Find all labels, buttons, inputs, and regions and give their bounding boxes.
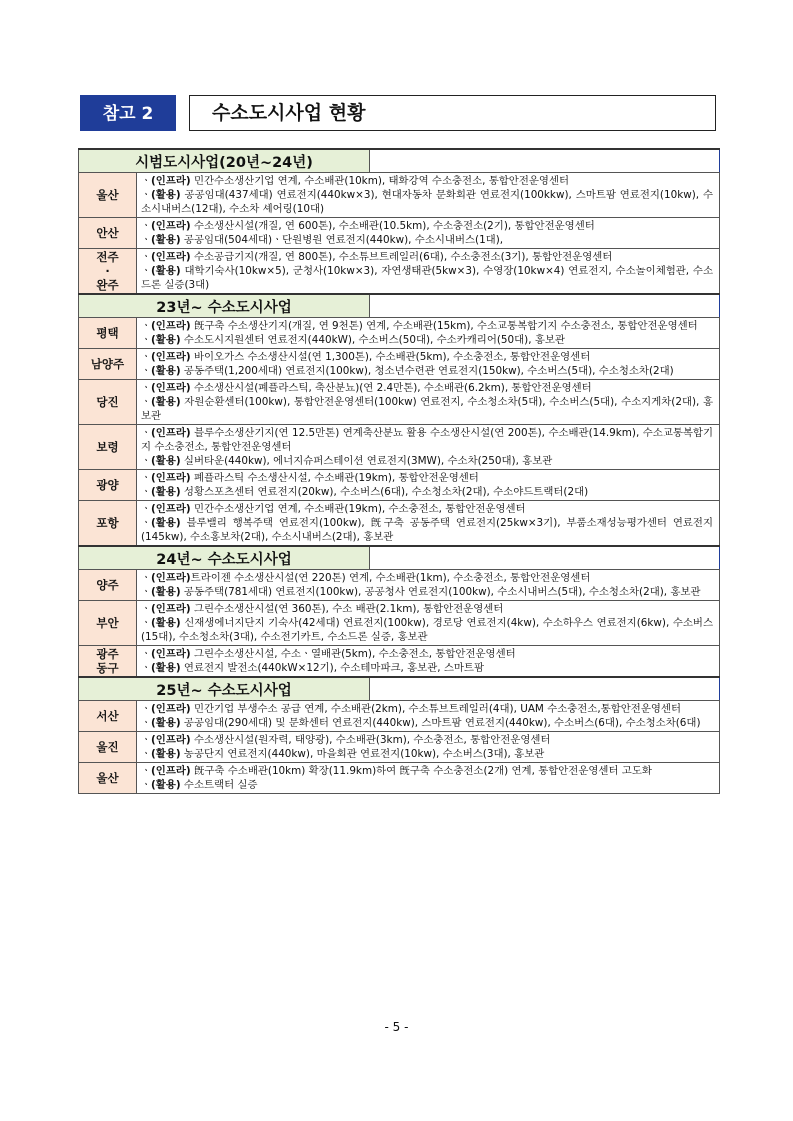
detail-text: 트라이젠 수소생산시설(연 220톤) 연계, 수소배관(1km), 수소충전소, 통합안전운영센터 bbox=[190, 572, 591, 584]
region-details bbox=[137, 570, 720, 601]
detail-category: (인프라) bbox=[151, 251, 191, 263]
detail-category: (활용) bbox=[151, 486, 181, 498]
region-name: 포항 bbox=[79, 501, 137, 547]
region-name: 울진 bbox=[79, 732, 137, 763]
detail-category: (인프라) bbox=[151, 603, 191, 615]
region-details bbox=[137, 218, 720, 249]
detail-text: 그린수소생산시설(연 360톤), 수소 배관(2.1km), 통합안전운영센터 bbox=[190, 603, 504, 615]
detail-category: (인프라) bbox=[151, 572, 191, 584]
region-details bbox=[137, 701, 720, 732]
region-name: 서산 bbox=[79, 701, 137, 732]
region-details bbox=[137, 380, 720, 425]
region-name: 광양 bbox=[79, 470, 137, 501]
detail-text: 블루밸리 행복주택 연료전지(100kw), 旣구축 공동주택 연료전지(25kw×3기), 부품소재성능평가센터 연료전지(145kw), 수소홍보차(2대), 수소시내버스(2대), 홍보관 bbox=[141, 517, 714, 543]
detail-line: ㆍ(활용) 실버타운(440kw), 에너지슈퍼스테이션 연료전지(3MW), 수소차(250대), 홍보관 bbox=[141, 455, 553, 467]
detail-category: (활용) bbox=[151, 265, 181, 277]
section-title-blank bbox=[370, 677, 720, 701]
detail-line: ㆍ(인프라) 旣구축 수소생산기지(개질, 연 9천톤) 연계, 수소배관(15km), 수소교통복합기지 수소충전소, 통합안전운영센터 bbox=[141, 320, 698, 332]
detail-category: (인프라) bbox=[151, 382, 191, 394]
region-name: 전주 · 완주 bbox=[79, 249, 137, 295]
region-row bbox=[79, 732, 720, 763]
region-details bbox=[137, 732, 720, 763]
region-details bbox=[137, 425, 720, 470]
detail-line: ㆍ(인프라) 민간수소생산기업 연계, 수소배관(19km), 수소충전소, 통합안전운영센터 bbox=[141, 503, 526, 515]
detail-category: (인프라) bbox=[151, 503, 191, 515]
reference-header bbox=[80, 95, 176, 131]
detail-line: ㆍ(인프라) 旣구축 수소배관(10km) 확장(11.9km)하여 旣구축 수소충전소(2개) 연계, 통합안전운영센터 고도화 bbox=[141, 765, 652, 777]
detail-line: ㆍ(활용) 대학기숙사(10kw×5), 군청사(10kw×3), 자연생태관(5kw×3), 수영장(10kw×4) 연료전지, 수소놀이체험관, 수소드론 실증(3대) bbox=[141, 265, 714, 291]
region-name: 부안 bbox=[79, 601, 137, 646]
detail-category: (활용) bbox=[151, 517, 181, 529]
detail-text: 민간기업 부생수소 공급 연계, 수소배관(2km), 수소튜브트레일러(4대), UAM 수소충전소,통합안전운영센터 bbox=[190, 703, 681, 715]
region-details bbox=[137, 349, 720, 380]
detail-category: (활용) bbox=[151, 662, 181, 674]
detail-text: 수소생산시설(원자력, 태양광), 수소배관(3km), 수소충전소, 통합안전운영센터 bbox=[190, 734, 551, 746]
detail-category: (활용) bbox=[151, 617, 181, 629]
detail-text: 바이오가스 수소생산시설(연 1,300톤), 수소배관(5km), 수소충전소, 통합안전운영센터 bbox=[190, 351, 591, 363]
detail-line: ㆍ(활용) 자원순환센터(100kw), 통합안전운영센터(100kw) 연료전지, 수소청소차(5대), 수소버스(5대), 수소지게차(2대), 홍보관 bbox=[141, 396, 714, 422]
region-row bbox=[79, 601, 720, 646]
region-row bbox=[79, 318, 720, 349]
page-number: - 5 - bbox=[384, 1020, 409, 1034]
detail-line: ㆍ(활용) 공공임대(437세대) 연료전지(440kw×3), 현대자동차 문화회관 연료전지(100kkw), 스마트팜 연료전지(10kw), 수소시내버스(12대), 수소차 셰어링(10대) bbox=[141, 189, 714, 215]
section-title: 23년~ 수소도시사업 bbox=[79, 294, 370, 318]
detail-text: 旣구축 수소생산기지(개질, 연 9천톤) 연계, 수소배관(15km), 수소교통복합기지 수소충전소, 통합안전운영센터 bbox=[190, 320, 698, 332]
detail-line: ㆍ(활용) 공동주택(781세대) 연료전지(100kw), 공공청사 연료전지(100kw), 수소시내버스(5대), 수소청소차(2대), 홍보관 bbox=[141, 586, 701, 598]
detail-text: 수소생산시설(개질, 연 600톤), 수소배관(10.5km), 수소충전소(2기), 통합안전운영센터 bbox=[190, 220, 595, 232]
region-row bbox=[79, 349, 720, 380]
detail-category: (활용) bbox=[151, 396, 181, 408]
region-name: 양주 bbox=[79, 570, 137, 601]
region-row bbox=[79, 249, 720, 295]
detail-text: 공공임대(504세대)ㆍ단원병원 연료전지(440kw), 수소시내버스(1대), bbox=[180, 234, 504, 246]
reference-badge: 참고 2 bbox=[80, 95, 176, 131]
section-header-row bbox=[79, 677, 720, 701]
detail-line: ㆍ(인프라) 바이오가스 수소생산시설(연 1,300톤), 수소배관(5km), 수소충전소, 통합안전운영센터 bbox=[141, 351, 591, 363]
section-header-row bbox=[79, 149, 720, 173]
region-row bbox=[79, 470, 720, 501]
detail-category: (인프라) bbox=[151, 734, 191, 746]
section-title: 24년~ 수소도시사업 bbox=[79, 546, 370, 570]
detail-text: 성황스포츠센터 연료전지(20kw), 수소버스(6대), 수소청소차(2대), 수소야드트랙터(2대) bbox=[180, 486, 589, 498]
region-name: 당진 bbox=[79, 380, 137, 425]
detail-line: ㆍ(인프라) 수소공급기지(개질, 연 800톤), 수소튜브트레일러(6대), 수소충전소(3기), 통합안전운영센터 bbox=[141, 251, 613, 263]
region-details bbox=[137, 646, 720, 678]
region-details bbox=[137, 249, 720, 295]
detail-category: (활용) bbox=[151, 748, 181, 760]
section-header-row bbox=[79, 294, 720, 318]
detail-text: 신재생에너지단지 기숙사(42세대) 연료전지(100kw), 경로당 연료전지(4kw), 수소하우스 연료전지(6kw), 수소버스(15대), 수소청소차(3대), 수소전기카트, 수소드론 실증, 홍보관 bbox=[141, 617, 714, 643]
region-row bbox=[79, 501, 720, 547]
hydrogen-city-table bbox=[78, 148, 720, 794]
detail-category: (인프라) bbox=[151, 351, 191, 363]
detail-line: ㆍ(인프라) 수소생산시설(개질, 연 600톤), 수소배관(10.5km), 수소충전소(2기), 통합안전운영센터 bbox=[141, 220, 595, 232]
detail-line: ㆍ(인프라) 민간기업 부생수소 공급 연계, 수소배관(2km), 수소튜브트레일러(4대), UAM 수소충전소,통합안전운영센터 bbox=[141, 703, 681, 715]
detail-text: 대학기숙사(10kw×5), 군청사(10kw×3), 자연생태관(5kw×3), 수영장(10kw×4) 연료전지, 수소놀이체험관, 수소드론 실증(3대) bbox=[141, 265, 714, 291]
detail-line: ㆍ(인프라) 수소생산시설(원자력, 태양광), 수소배관(3km), 수소충전소, 통합안전운영센터 bbox=[141, 734, 551, 746]
region-details bbox=[137, 763, 720, 794]
detail-line: ㆍ(활용) 농공단지 연료전지(440kw), 마을회관 연료전지(10kw), 수소버스(3대), 홍보관 bbox=[141, 748, 545, 760]
section-title-blank bbox=[370, 294, 720, 318]
section-title: 시범도시사업(20년~24년) bbox=[79, 149, 370, 173]
region-details bbox=[137, 318, 720, 349]
detail-category: (인프라) bbox=[151, 220, 191, 232]
detail-text: 블루수소생산기지(연 12.5만톤) 연계축산분뇨 활용 수소생산시설(연 200톤), 수소배관(14.9km), 수소교통복합기지 수소충전소, 통합안전운영센터 bbox=[141, 427, 714, 453]
region-row bbox=[79, 763, 720, 794]
region-name: 울산 bbox=[79, 173, 137, 218]
region-name: 평택 bbox=[79, 318, 137, 349]
detail-line: ㆍ(인프라) 블루수소생산기지(연 12.5만톤) 연계축산분뇨 활용 수소생산시설(연 200톤), 수소배관(14.9km), 수소교통복합기지 수소충전소, 통합안전운영센터 bbox=[141, 427, 714, 453]
detail-text: 실버타운(440kw), 에너지슈퍼스테이션 연료전지(3MW), 수소차(250대), 홍보관 bbox=[180, 455, 553, 467]
detail-category: (활용) bbox=[151, 717, 181, 729]
detail-text: 폐플라스틱 수소생산시설, 수소배관(19km), 통합안전운영센터 bbox=[190, 472, 479, 484]
detail-category: (인프라) bbox=[151, 703, 191, 715]
region-details bbox=[137, 173, 720, 218]
detail-category: (활용) bbox=[151, 455, 181, 467]
detail-text: 공공임대(290세대) 및 문화센터 연료전지(440kw), 스마트팜 연료전지(440kw), 수소버스(6대), 수소청소차(6대) bbox=[180, 717, 701, 729]
detail-text: 공공임대(437세대) 연료전지(440kw×3), 현대자동차 문화회관 연료전지(100kkw), 스마트팜 연료전지(10kw), 수소시내버스(12대), 수소차 셰어링(10대) bbox=[141, 189, 714, 215]
detail-category: (인프라) bbox=[151, 472, 191, 484]
detail-category: (활용) bbox=[151, 334, 181, 346]
detail-text: 자원순환센터(100kw), 통합안전운영센터(100kw) 연료전지, 수소청소차(5대), 수소버스(5대), 수소지게차(2대), 홍보관 bbox=[141, 396, 714, 422]
detail-text: 수소트랙터 실증 bbox=[180, 779, 258, 791]
region-name: 보령 bbox=[79, 425, 137, 470]
region-row bbox=[79, 425, 720, 470]
region-row bbox=[79, 380, 720, 425]
section-title-blank bbox=[370, 546, 720, 570]
detail-text: 수소도시지원센터 연료전지(440kW), 수소버스(50대), 수소카캐리어(50대), 홍보관 bbox=[180, 334, 565, 346]
detail-line: ㆍ(활용) 수소도시지원센터 연료전지(440kW), 수소버스(50대), 수소카캐리어(50대), 홍보관 bbox=[141, 334, 565, 346]
section-title: 25년~ 수소도시사업 bbox=[79, 677, 370, 701]
detail-category: (활용) bbox=[151, 234, 181, 246]
detail-category: (활용) bbox=[151, 586, 181, 598]
region-name: 광주 동구 bbox=[79, 646, 137, 678]
detail-category: (인프라) bbox=[151, 427, 191, 439]
detail-text: 민간수소생산기업 연계, 수소배관(10km), 태화강역 수소충전소, 통합안전운영센터 bbox=[190, 175, 570, 187]
detail-line: ㆍ(활용) 신재생에너지단지 기숙사(42세대) 연료전지(100kw), 경로당 연료전지(4kw), 수소하우스 연료전지(6kw), 수소버스(15대), 수소청소차(3대), 수소전기카트, 수소드론 실증, 홍보관 bbox=[141, 617, 714, 643]
detail-line: ㆍ(활용) 수소트랙터 실증 bbox=[141, 779, 258, 791]
detail-line: ㆍ(활용) 성황스포츠센터 연료전지(20kw), 수소버스(6대), 수소청소차(2대), 수소야드트랙터(2대) bbox=[141, 486, 589, 498]
detail-line: ㆍ(인프라)트라이젠 수소생산시설(연 220톤) 연계, 수소배관(1km), 수소충전소, 통합안전운영센터 bbox=[141, 572, 591, 584]
region-name: 울산 bbox=[79, 763, 137, 794]
detail-text: 旣구축 수소배관(10km) 확장(11.9km)하여 旣구축 수소충전소(2개) 연계, 통합안전운영센터 고도화 bbox=[190, 765, 652, 777]
region-row bbox=[79, 701, 720, 732]
page-title: 수소도시사업 현황 bbox=[189, 95, 716, 131]
detail-text: 민간수소생산기업 연계, 수소배관(19km), 수소충전소, 통합안전운영센터 bbox=[190, 503, 526, 515]
region-row bbox=[79, 173, 720, 218]
detail-text: 농공단지 연료전지(440kw), 마을회관 연료전지(10kw), 수소버스(3대), 홍보관 bbox=[180, 748, 545, 760]
detail-line: ㆍ(활용) 블루밸리 행복주택 연료전지(100kw), 旣구축 공동주택 연료전지(25kw×3기), 부품소재성능평가센터 연료전지(145kw), 수소홍보차(2대), 수소시내버스(2대), 홍보관 bbox=[141, 517, 714, 543]
region-row bbox=[79, 218, 720, 249]
detail-line: ㆍ(활용) 연료전지 발전소(440kW×12기), 수소테마파크, 홍보관, 스마트팜 bbox=[141, 662, 484, 674]
region-details bbox=[137, 470, 720, 501]
detail-line: ㆍ(활용) 공동주택(1,200세대) 연료전지(100kw), 청소년수련관 연료전지(150kw), 수소버스(5대), 수소청소차(2대) bbox=[141, 365, 674, 377]
detail-line: ㆍ(활용) 공공임대(290세대) 및 문화센터 연료전지(440kw), 스마트팜 연료전지(440kw), 수소버스(6대), 수소청소차(6대) bbox=[141, 717, 701, 729]
detail-category: (인프라) bbox=[151, 765, 191, 777]
detail-category: (인프라) bbox=[151, 648, 191, 660]
detail-line: ㆍ(인프라) 폐플라스틱 수소생산시설, 수소배관(19km), 통합안전운영센터 bbox=[141, 472, 479, 484]
detail-line: ㆍ(활용) 공공임대(504세대)ㆍ단원병원 연료전지(440kw), 수소시내버스(1대), bbox=[141, 234, 504, 246]
detail-line: ㆍ(인프라) 그린수소생산시설, 수소ㆍ열배관(5km), 수소충전소, 통합안전운영센터 bbox=[141, 648, 516, 660]
detail-text: 수소공급기지(개질, 연 800톤), 수소튜브트레일러(6대), 수소충전소(3기), 통합안전운영센터 bbox=[190, 251, 613, 263]
detail-category: (활용) bbox=[151, 779, 181, 791]
region-row bbox=[79, 646, 720, 678]
region-details bbox=[137, 501, 720, 547]
detail-text: 공동주택(1,200세대) 연료전지(100kw), 청소년수련관 연료전지(150kw), 수소버스(5대), 수소청소차(2대) bbox=[180, 365, 674, 377]
section-header-row bbox=[79, 546, 720, 570]
detail-line: ㆍ(인프라) 민간수소생산기업 연계, 수소배관(10km), 태화강역 수소충전소, 통합안전운영센터 bbox=[141, 175, 570, 187]
detail-category: (활용) bbox=[151, 365, 181, 377]
region-row bbox=[79, 570, 720, 601]
detail-category: (활용) bbox=[151, 189, 181, 201]
detail-category: (인프라) bbox=[151, 320, 191, 332]
region-details bbox=[137, 601, 720, 646]
detail-line: ㆍ(인프라) 수소생산시설(폐플라스틱, 축산분뇨)(연 2.4만톤), 수소배관(6.2km), 통합안전운영센터 bbox=[141, 382, 592, 394]
region-name: 남양주 bbox=[79, 349, 137, 380]
region-name: 안산 bbox=[79, 218, 137, 249]
detail-line: ㆍ(인프라) 그린수소생산시설(연 360톤), 수소 배관(2.1km), 통합안전운영센터 bbox=[141, 603, 504, 615]
section-title-blank bbox=[370, 149, 720, 173]
detail-text: 연료전지 발전소(440kW×12기), 수소테마파크, 홍보관, 스마트팜 bbox=[180, 662, 484, 674]
detail-text: 그린수소생산시설, 수소ㆍ열배관(5km), 수소충전소, 통합안전운영센터 bbox=[190, 648, 516, 660]
detail-text: 수소생산시설(폐플라스틱, 축산분뇨)(연 2.4만톤), 수소배관(6.2km), 통합안전운영센터 bbox=[190, 382, 592, 394]
detail-category: (인프라) bbox=[151, 175, 191, 187]
detail-text: 공동주택(781세대) 연료전지(100kw), 공공청사 연료전지(100kw), 수소시내버스(5대), 수소청소차(2대), 홍보관 bbox=[180, 586, 701, 598]
